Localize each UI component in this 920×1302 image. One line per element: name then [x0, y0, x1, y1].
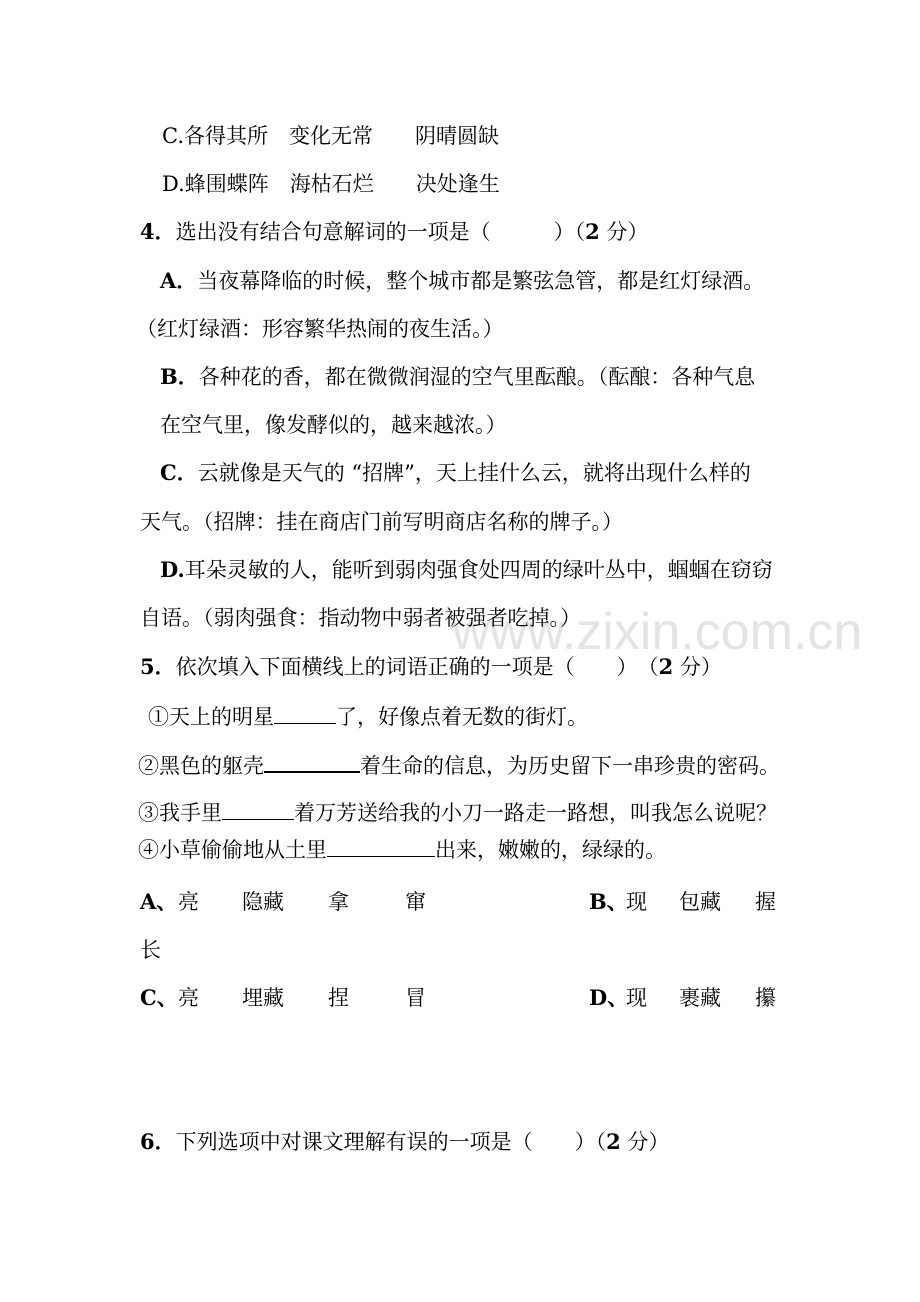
option-label: B．: [160, 364, 199, 389]
option-word: 现: [626, 986, 647, 1010]
option-word: 亮: [178, 986, 199, 1010]
q3-option-d: [162, 171, 500, 197]
option-text: .各得其所 变化无常 阴晴圆缺: [177, 124, 500, 148]
q4-option-c-line2: 天气。（招牌：挂在商店门前写明商店名称的牌子。）: [140, 510, 623, 534]
score-unit: 分）: [599, 220, 649, 244]
sentence-text: 着生命的信息，为历史留下一串珍贵的密码。: [360, 754, 780, 778]
option-label: D: [162, 172, 179, 196]
blank: [274, 703, 336, 724]
option-word: 捏: [328, 986, 349, 1010]
sentence-text: 了，好像点着无数的街灯。: [336, 705, 588, 729]
option-text: 耳朵灵敏的人，能听到弱肉强食处四周的绿叶丛中，蝈蝈在窃窃: [184, 558, 773, 582]
q4-option-a-line1: [160, 268, 764, 294]
blank: [264, 751, 360, 773]
q6-stem: [140, 1129, 669, 1155]
question-text: 下列选项中对课文理解有误的一项是（ ）（: [175, 1130, 607, 1154]
option-word: 拿: [328, 890, 349, 914]
option-word: 冒: [405, 986, 426, 1010]
option-text: 云就像是天气的 “招牌”，天上挂什么云，就将出现什么样的: [197, 461, 751, 485]
option-word: 埋藏: [242, 986, 284, 1010]
option-word: 握: [755, 890, 776, 914]
q3-option-c: [162, 123, 499, 149]
q4-option-c-line1: [160, 460, 751, 486]
question-number: 6．: [140, 1129, 176, 1154]
score-unit: 分）: [673, 655, 722, 679]
option-word: 长: [140, 938, 161, 962]
q5-sentence-2: [138, 751, 780, 779]
q4-option-a-line2: （红灯绿酒：形容繁华热闹的夜生活。）: [136, 317, 504, 341]
blank: [327, 836, 435, 857]
option-text: 各种花的香，都在微微润湿的空气里酝酿。（酝酿：各种气息: [198, 365, 756, 389]
blank: [222, 799, 294, 820]
score-number: 2: [585, 219, 600, 244]
q5-sentence-4: [138, 836, 666, 863]
sentence-text: ③我手里: [138, 801, 222, 825]
q5-stem: [140, 654, 722, 680]
option-text: 当夜幕降临的时候，整个城市都是繁弦急管，都是红灯绿酒。: [197, 269, 765, 293]
q4-option-b-line1: [160, 364, 755, 390]
question-text: 依次填入下面横线上的词语正确的一项是（ ） （: [175, 655, 659, 679]
q4-option-b-line2: 在空气里，像发酵似的，越来越浓。）: [160, 413, 507, 437]
q4-stem: [140, 219, 648, 245]
option-word: 裹藏: [679, 986, 721, 1010]
option-label: C、: [140, 985, 178, 1010]
option-word: 包藏: [679, 890, 721, 914]
sentence-text: 出来，嫩嫩的，绿绿的。: [435, 838, 666, 862]
option-label: C: [162, 124, 178, 148]
score-unit: 分）: [620, 1130, 670, 1154]
option-word: 窜: [405, 890, 426, 914]
option-label: C．: [160, 460, 198, 485]
option-label: A．: [160, 268, 198, 293]
question-number: 4．: [140, 219, 176, 244]
question-number: 5．: [140, 654, 176, 679]
sentence-text: ④小草偷偷地从土里: [138, 838, 327, 862]
option-label: D、: [589, 985, 629, 1010]
option-word: 亮: [178, 890, 199, 914]
option-label: B、: [589, 889, 628, 914]
option-text: .蜂围蝶阵 海枯石烂 决处逢生: [178, 172, 500, 196]
watermark: www.zixin.com.cn: [452, 603, 863, 661]
option-word: 隐藏: [242, 890, 284, 914]
q5-sentence-3: [138, 799, 777, 826]
score-number: 2: [606, 1129, 621, 1154]
q4-option-d-line2: 自语。（弱肉强食：指动物中弱者被强者吃掉。）: [140, 606, 581, 630]
question-text: 选出没有结合句意解词的一项是（ ）（: [175, 220, 586, 244]
option-label: D.: [160, 557, 185, 582]
q5-sentence-1: [148, 703, 588, 730]
sentence-text: ②黑色的躯壳: [138, 754, 264, 778]
option-word: 现: [626, 890, 647, 914]
score-number: 2: [658, 654, 674, 679]
sentence-text: 着万芳送给我的小刀一路走一路想，叫我怎么说呢？: [294, 801, 777, 825]
option-label: A、: [140, 889, 178, 914]
sentence-text: ①天上的明星: [148, 705, 274, 729]
option-word: 攥: [755, 986, 776, 1010]
q4-option-d-line1: [160, 557, 773, 583]
